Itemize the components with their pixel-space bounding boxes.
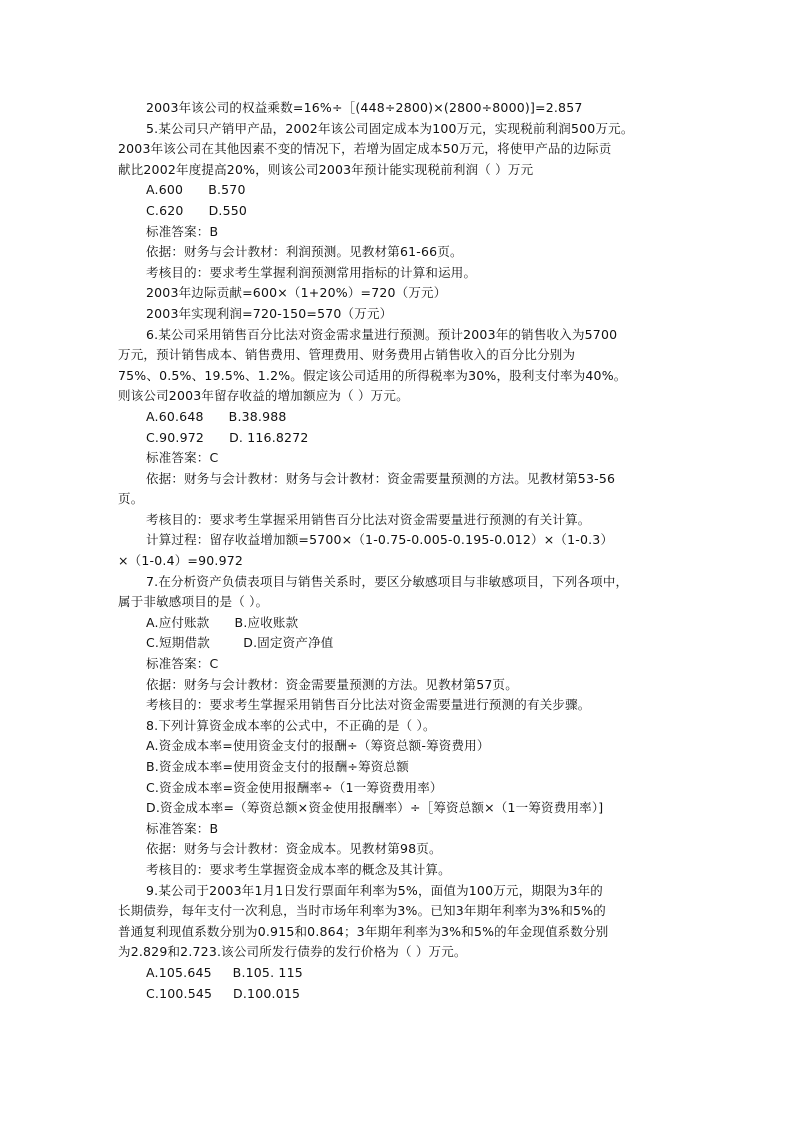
text-line: 考核目的：要求考生掌握利润预测常用指标的计算和运用。 xyxy=(146,264,477,280)
text-line: 依据：财务与会计教材：财务与会计教材：资金需要量预测的方法。见教材第53-56 xyxy=(146,470,616,486)
text-line: 考核目的：要求考生掌握资金成本率的概念及其计算。 xyxy=(146,861,451,877)
text-line: 依据：财务与会计教材：资金成本。见教材第98页。 xyxy=(146,841,442,857)
text-line: 则该公司2003年留存收益的增加额应为（ ）万元。 xyxy=(118,388,409,404)
text-line: C.620 D.550 xyxy=(146,202,248,218)
text-line: ×（1-0.4）=90.972 xyxy=(118,553,244,569)
text-line: 2003年边际贡献=600×（1+20%）=720（万元） xyxy=(146,285,447,301)
text-line: C.90.972 D. 116.8272 xyxy=(146,429,309,445)
text-line: 标准答案：B xyxy=(146,223,219,239)
text-line: 5.某公司只产销甲产品，2002年该公司固定成本为100万元，实现税前利润500万元。 xyxy=(146,120,634,136)
text-line: 6.某公司采用销售百分比法对资金需求量进行预测。预计2003年的销售收入为5700 xyxy=(146,326,618,342)
text-line: 为2.829和2.723.该公司所发行债券的发行价格为（ ）万元。 xyxy=(118,944,467,960)
text-line: 页。 xyxy=(118,491,144,507)
text-line: A.60.648 B.38.988 xyxy=(146,408,287,424)
text-line: 万元，预计销售成本、销售费用、管理费用、财务费用占销售收入的百分比分别为 xyxy=(118,347,576,363)
text-line: 9.某公司于2003年1月1日发行票面年利率为5%，面值为100万元，期限为3年的 xyxy=(146,882,603,898)
text-line: D.资金成本率=（筹资总额×资金使用报酬率）÷［筹资总额×（1一筹资费用率）] xyxy=(146,800,604,816)
text-line: 2003年实现利润=720-150=570（万元） xyxy=(146,305,393,321)
text-line: B.资金成本率=使用资金支付的报酬÷筹资总额 xyxy=(146,759,409,774)
text-line: 2003年该公司的权益乘数=16%÷［(448÷2800)×(2800÷8000)]=2.857 xyxy=(146,100,583,115)
text-line: 标准答案：C xyxy=(146,450,219,466)
text-line: 75%、0.5%、19.5%、1.2%。假定该公司适用的所得税率为30%，股利支付率为40%。 xyxy=(118,367,627,383)
text-line: 普通复利现值系数分别为0.915和0.864；3年期年利率为3%和5%的年金现值系数分别 xyxy=(118,923,609,939)
text-line: 依据：财务与会计教材：资金需要量预测的方法。见教材第57页。 xyxy=(146,676,518,692)
text-line: C.短期借款 D.固定资产净值 xyxy=(146,635,334,651)
text-line: 长期债券，每年支付一次利息，当时市场年利率为3%。已知3年期年利率为3%和5%的 xyxy=(118,903,606,919)
text-line: 标准答案：B xyxy=(146,820,219,836)
text-line: 标准答案：C xyxy=(146,656,219,672)
text-line: A.600 B.570 xyxy=(146,182,246,198)
text-line: A.资金成本率=使用资金支付的报酬÷（筹资总额-筹资费用） xyxy=(146,738,490,754)
text-line: A.105.645 B.105. 115 xyxy=(146,964,303,980)
text-line: C.100.545 D.100.015 xyxy=(146,985,301,1001)
text-line: C.资金成本率=资金使用报酬率÷（1一筹资费用率） xyxy=(146,779,443,795)
text-line: 依据：财务与会计教材：利润预测。见教材第61-66页。 xyxy=(146,244,463,260)
text-line: 计算过程：留存收益增加额=5700×（1-0.75-0.005-0.195-0.012）×（1-0.3） xyxy=(146,532,614,548)
text-line: 2003年该公司在其他因素不变的情况下，若增为固定成本50万元，将使甲产品的边际贡 xyxy=(118,141,612,157)
text-line: 8.下列计算资金成本率的公式中，不正确的是（ ）。 xyxy=(146,717,436,733)
text-line: 献比2002年度提高20%，则该公司2003年预计能实现税前利润（ ）万元 xyxy=(118,161,534,177)
text-line: A.应付账款 B.应收账款 xyxy=(146,614,299,630)
text-line: 考核目的：要求考生掌握采用销售百分比法对资金需要量进行预测的有关步骤。 xyxy=(146,697,591,713)
text-line: 考核目的：要求考生掌握采用销售百分比法对资金需要量进行预测的有关计算。 xyxy=(146,511,591,527)
document-page xyxy=(118,98,678,1004)
text-line: 属于非敏感项目的是（ ）。 xyxy=(118,594,269,610)
text-line: 7.在分析资产负债表项目与销售关系时，要区分敏感项目与非敏感项目，下列各项中， xyxy=(146,573,629,589)
